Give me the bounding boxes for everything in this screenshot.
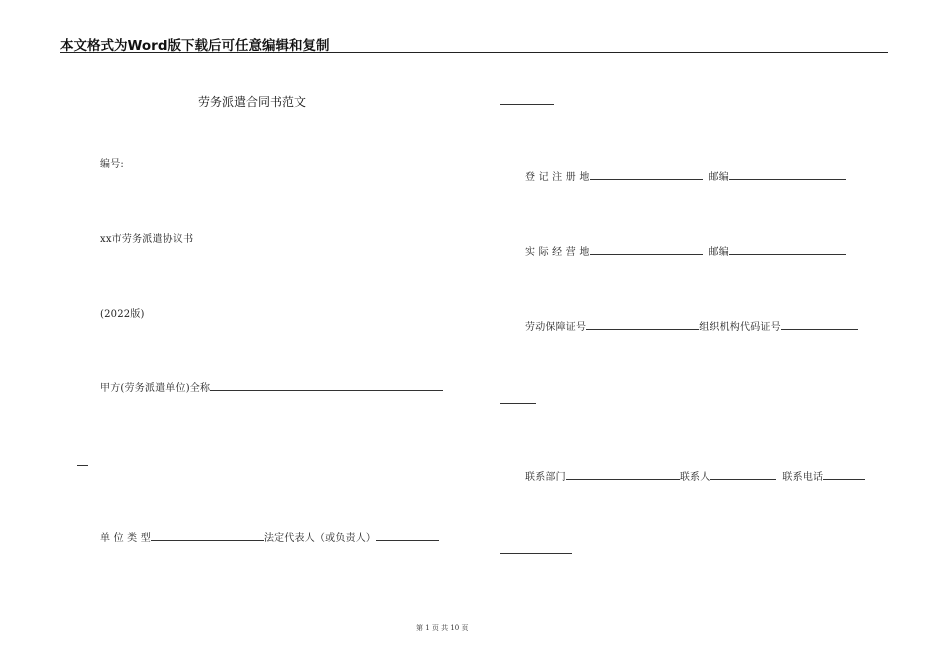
unit-type-label: 单 位 类 型: [100, 533, 151, 544]
actual-business-address-row: [525, 243, 846, 258]
unit-type-field[interactable]: [151, 530, 264, 541]
contact-department-label: 联系部门: [525, 472, 566, 483]
labor-security-cert-field[interactable]: [586, 319, 699, 330]
legal-representative-label: 法定代表人（或负责人）: [263, 533, 377, 544]
postcode-label-1: 邮编: [708, 172, 729, 183]
right-column-continuation-field[interactable]: [500, 104, 554, 105]
org-code-cert-field[interactable]: [781, 319, 858, 330]
document-header-banner: 本文格式为Word版下载后可任意编辑和复制: [60, 38, 330, 54]
certificates-row: [525, 318, 858, 333]
postcode-field-2[interactable]: [729, 244, 846, 255]
header-divider: [60, 52, 888, 53]
party-a-name-continuation-field[interactable]: [77, 465, 88, 466]
party-a-full-name-label: 甲方(劳务派遣单位)全称: [100, 383, 211, 394]
contact-phone-continuation-field[interactable]: [500, 553, 572, 554]
legal-representative-field[interactable]: [376, 530, 439, 541]
contact-person-field[interactable]: [710, 469, 776, 480]
edition-label: (2022版): [100, 309, 145, 320]
org-code-cert-continuation-field[interactable]: [500, 403, 536, 404]
actual-business-address-field[interactable]: [590, 244, 703, 255]
document-title: 劳务派遣合同书范文: [198, 95, 307, 109]
registered-address-row: [525, 168, 846, 183]
postcode-label-2: 邮编: [708, 247, 729, 258]
registered-address-label: 登 记 注 册 地: [525, 172, 590, 183]
actual-business-address-label: 实 际 经 营 地: [525, 247, 590, 258]
page-indicator: 第 1 页 共 10 页: [416, 624, 469, 632]
unit-type-row: [100, 529, 439, 544]
contact-row: [525, 468, 865, 483]
agreement-name: xx市劳务派遣协议书: [100, 234, 194, 245]
registered-address-field[interactable]: [590, 169, 703, 180]
contact-phone-label: 联系电话: [782, 472, 824, 483]
party-a-full-name-field[interactable]: [210, 380, 443, 391]
labor-security-cert-label: 劳动保障证号: [525, 322, 587, 333]
org-code-cert-label: 组织机构代码证号: [699, 322, 781, 333]
number-label: 编号:: [100, 159, 124, 170]
contact-phone-field[interactable]: [823, 469, 865, 480]
postcode-field-1[interactable]: [729, 169, 846, 180]
party-a-name-row: [100, 379, 443, 394]
contact-department-field[interactable]: [566, 469, 680, 480]
contact-person-label: 联系人: [679, 472, 711, 483]
